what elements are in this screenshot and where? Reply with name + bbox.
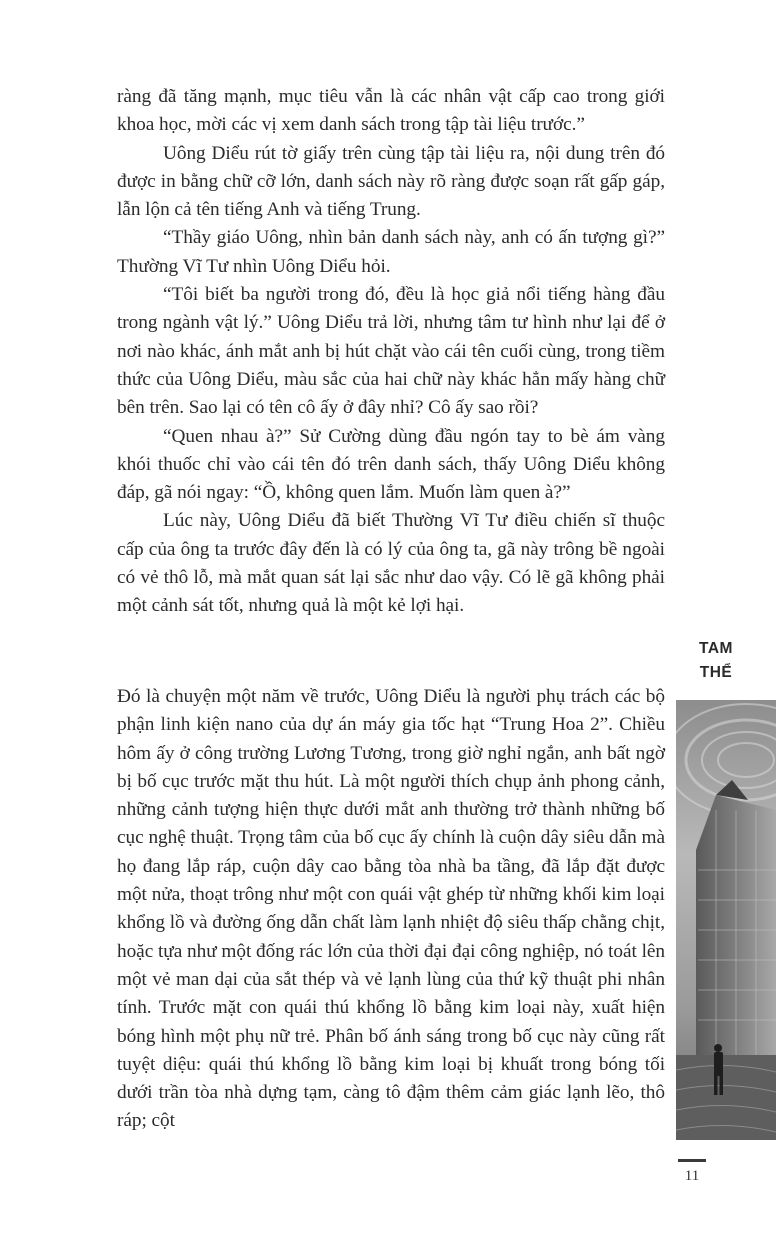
paragraph: “Thầy giáo Uông, nhìn bản danh sách này, anh có ấn tượng gì?” Thường Vĩ Tư nhìn Uông Diểu hỏi. bbox=[117, 227, 665, 277]
paragraph: Uông Diểu rút tờ giấy trên cùng tập tài liệu ra, nội dung trên đó được in bằng chữ cỡ lớn, danh sách này rõ ràng được soạn rất gấp gáp, lẫn lộn cả tên tiếng Anh và tiếng Trung. bbox=[117, 142, 665, 221]
cover-art-strip bbox=[676, 700, 776, 1140]
page-number-rule bbox=[678, 1159, 706, 1162]
text-block-lower bbox=[117, 683, 665, 1136]
page-number: 11 bbox=[684, 1168, 700, 1184]
paragraph: “Quen nhau à?” Sử Cường dùng đầu ngón tay to bè ám vàng khói thuốc chỉ vào cái tên đó trên danh sách, thấy Uông Diểu không đáp, gã nói ngay: “Ồ, không quen lắm. Muốn làm quen à?” bbox=[117, 425, 665, 504]
paragraph-continued: ràng đã tăng mạnh, mục tiêu vẫn là các nhân vật cấp cao trong giới khoa học, mời các vị xem danh sách trong tập tài liệu trước.” bbox=[117, 86, 665, 136]
paragraph: “Tôi biết ba người trong đó, đều là học giả nổi tiếng hàng đầu trong ngành vật lý.” Uông Diểu trả lời, nhưng tâm tư hình như lại để ở nơi nào khác, ánh mắt anh bị hút chặt vào cái tên cuối cùng, trong tiềm thức của Uông Diểu, màu sắc của hai chữ này khác hẳn mấy hàng chữ bên trên. Sao lại có tên cô ấy ở đây nhỉ? Cô ấy sao rồi? bbox=[117, 284, 665, 419]
running-title-line1: TAM bbox=[699, 640, 733, 657]
paragraph: Lúc này, Uông Diểu đã biết Thường Vĩ Tư điều chiến sĩ thuộc cấp của ông ta trước đây đến là có lý của ông ta, gã này trông bề ngoài có vẻ thô lỗ, mà mắt quan sát lại sắc như dao vậy. Có lẽ gã không phải một cảnh sát tốt, nhưng quả là một kẻ lợi hại. bbox=[117, 510, 665, 617]
paragraph-section-start: Đó là chuyện một năm về trước, Uông Diểu là người phụ trách các bộ phận linh kiện nano của dự án máy gia tốc hạt “Trung Hoa 2”. Chiều hôm ấy ở công trường Lương Tương, trong giờ nghỉ ngắn, anh bất ngờ bị bố cục trước mặt thu hút. Là một người thích chụp ảnh phong cảnh, những cảnh tượng hiện thực dưới mắt anh thường trở thành những bố cục nghệ thuật. Trọng tâm của bố cục ấy chính là cuộn dây siêu dẫn mà họ đang lắp ráp, cuộn dây cao bằng tòa nhà ba tầng, đã lắp đặt được một nửa, thoạt trông như một con quái vật ghép từ những khối kim loại khổng lồ và đường ống dẫn chất làm lạnh nhiệt độ siêu thấp chằng chịt, hoặc tựa như một đống rác lớn của thời đại đại công nghiệp, nó toát lên một vẻ man dại của sắt thép và vẻ lạnh lùng của thứ kỹ thuật phi nhân tính. Trước mặt con quái thú khổng lồ bằng kim loại này, xuất hiện bóng hình một phụ nữ trẻ. Phân bố ánh sáng trong bố cục này cũng rất tuyệt diệu: quái thú khổng lồ bằng kim loại bị khuất trong bóng tối dưới trần tòa nhà dựng tạm, càng tô đậm thêm cảm giác lạnh lẽo, thô ráp; cột bbox=[117, 686, 665, 1132]
running-title-line2: THỂ bbox=[699, 664, 733, 681]
running-title bbox=[688, 637, 744, 685]
text-block-upper bbox=[117, 83, 665, 621]
